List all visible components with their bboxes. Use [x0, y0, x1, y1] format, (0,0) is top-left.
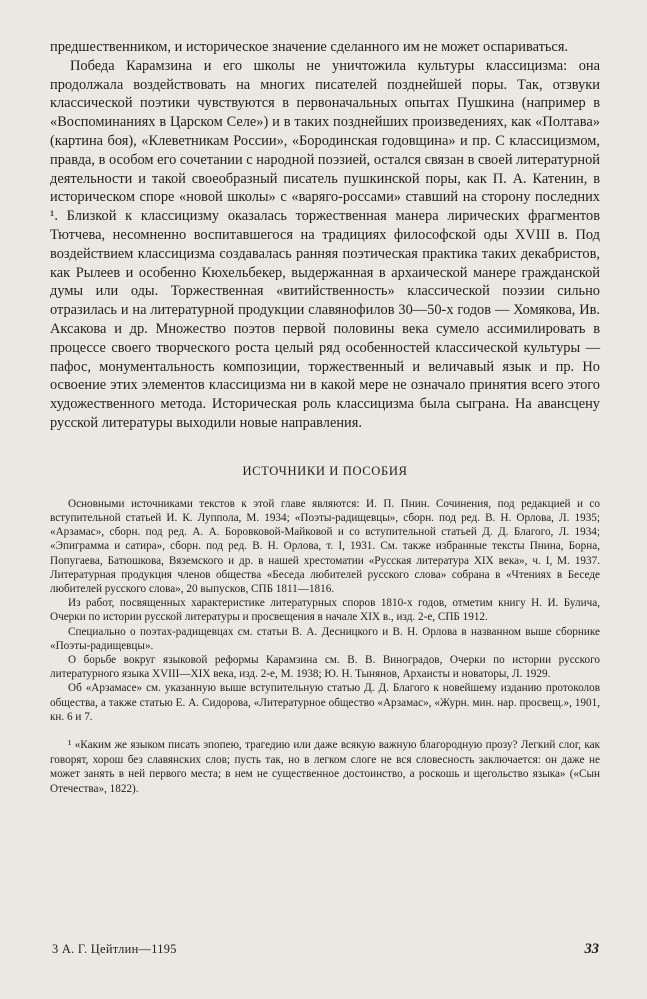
main-text — [50, 38, 600, 433]
source-paragraph: О борьбе вокруг языковой реформы Карамзина см. В. В. Виноградов, Очерки по истории русского литературного языка XVIII—XIX века, изд. 2-е, М. 1938; Ю. Н. Тынянов, Архаисты и новаторы, Л. 1929. — [50, 653, 600, 681]
source-paragraph: Основными источниками текстов к этой главе являются: И. П. Пнин. Сочинения, под редакцией и со вступительной статьей И. К. Луппола, М. 1934; «Поэты-радищевцы», сборн. под ред. В. Н. Орлова, Л. 1935; «Арзамас», сборн. под ред. А. А. Боровковой-Майковой и со вступительной статьей Д. Д. Благого, Л. 1934; «Эпиграмма и сатира», сборн. под ред. В. Н. Орлова, т. I, 1931. См. также избранные тексты Пнина, Борна, Попугаева, Батюшкова, Вяземского и др. в нашей хрестоматии «Русская литература XIX века», ч. I, М. 1937. Литературная продукция членов общества «Беседа любителей русского слова» собрана в «Чтениях в Беседе любителей русского слова», 20 выпусков, СПБ 1811—1816. — [50, 497, 600, 595]
source-paragraph: Специально о поэтах-радищевцах см. статьи В. А. Десницкого и В. Н. Орлова в названном выше сборнике «Поэты-радищевцы». — [50, 625, 600, 652]
page-number: 33 — [584, 941, 599, 957]
source-paragraph: Из работ, посвященных характеристике литературных споров 1810-х годов, отметим книгу Н. И. Булича, Очерки по истории русской литературы и просвещения в начале XIX в., изд. 2-е, СПБ 1912. — [50, 597, 600, 624]
page-footer — [52, 941, 599, 958]
section-heading: ИСТОЧНИКИ И ПОСОБИЯ — [242, 463, 408, 478]
source-paragraph: Об «Арзамасе» см. указанную выше вступительную статью Д. Д. Благого к новейшему изданию протоколов общества, а также статью Е. А. Сидорова, «Литературное общество «Арзамас», «Журн. мин. нар. просвещ.», 1901, кн. 6 и 7. — [50, 682, 600, 723]
paragraph-classicism: Победа Карамзина и его школы не уничтожила культуры классицизма: она продолжала воздействовать на многих писателей позднейшей поры. Так, отзвуки классической поэтики чувствуются в первоначальных опытах Пушкина (например в «Воспоминаниях в Царском Селе») и в таких позднейших произведениях, как «Полтава» (картина боя), «Клеветникам России», «Бородинская годовщина» и пр. С классицизмом, правда, в особом его сочетании с народной поэзией, остался связан в своей литературной деятельности и такой своеобразный писатель пушкинской поры, как П. А. Катенин, в историческом споре «новой школы» с «варяго-россами» ставший на сторону последних ¹. Близкой к классицизму оказалась торжественная манера лирических фрагментов Тютчева, несомненно воспитавшегося на традициях философской оды XVIII в. Под воздействием классицизма создавалась ранняя поэтическая практика таких декабристов, как Рылеев и особенно Кюхельбекер, выдержанная в архаической манере гражданской думы или оды. Торжественная «витийственность» классической поэзии сильно отразилась и на литературной продукции славянофилов 30—50-х годов — Хомякова, Ив. Аксакова и др. Множество поэтов первой половины века сумело ассимилировать в процессе своего творческого роста целый ряд особенностей классической культуры — пафос, монументальность композиции, торжественный и величавый язык и пр. Но освоение этих элементов классицизма ни в какой мере не означало принятия всего этого художественного метода. Историческая роль классицизма была сыграна. На авансцену русской литературы выходили новые направления. — [50, 57, 600, 431]
footnote-text: ¹ «Каким же языком писать эпопею, трагедию или даже всякую важную благородную прозу? Легкий слог, как говорят, хорош без славянских слов; пусть так, но в легком слоге не вся словесность заключается: он даже не может занять в ней первого места; в нем не существенное достоинство, а роскошь и щегольство языка» («Сын Отечества», 1822). — [50, 738, 600, 795]
paragraph-continuation: предшественником, и историческое значение сделанного им не может оспариваться. — [50, 39, 569, 55]
footnote — [50, 738, 600, 796]
printer-signature: 3 А. Г. Цейтлин—1195 — [52, 942, 177, 956]
page-content — [50, 38, 600, 796]
sources-list — [50, 497, 600, 724]
